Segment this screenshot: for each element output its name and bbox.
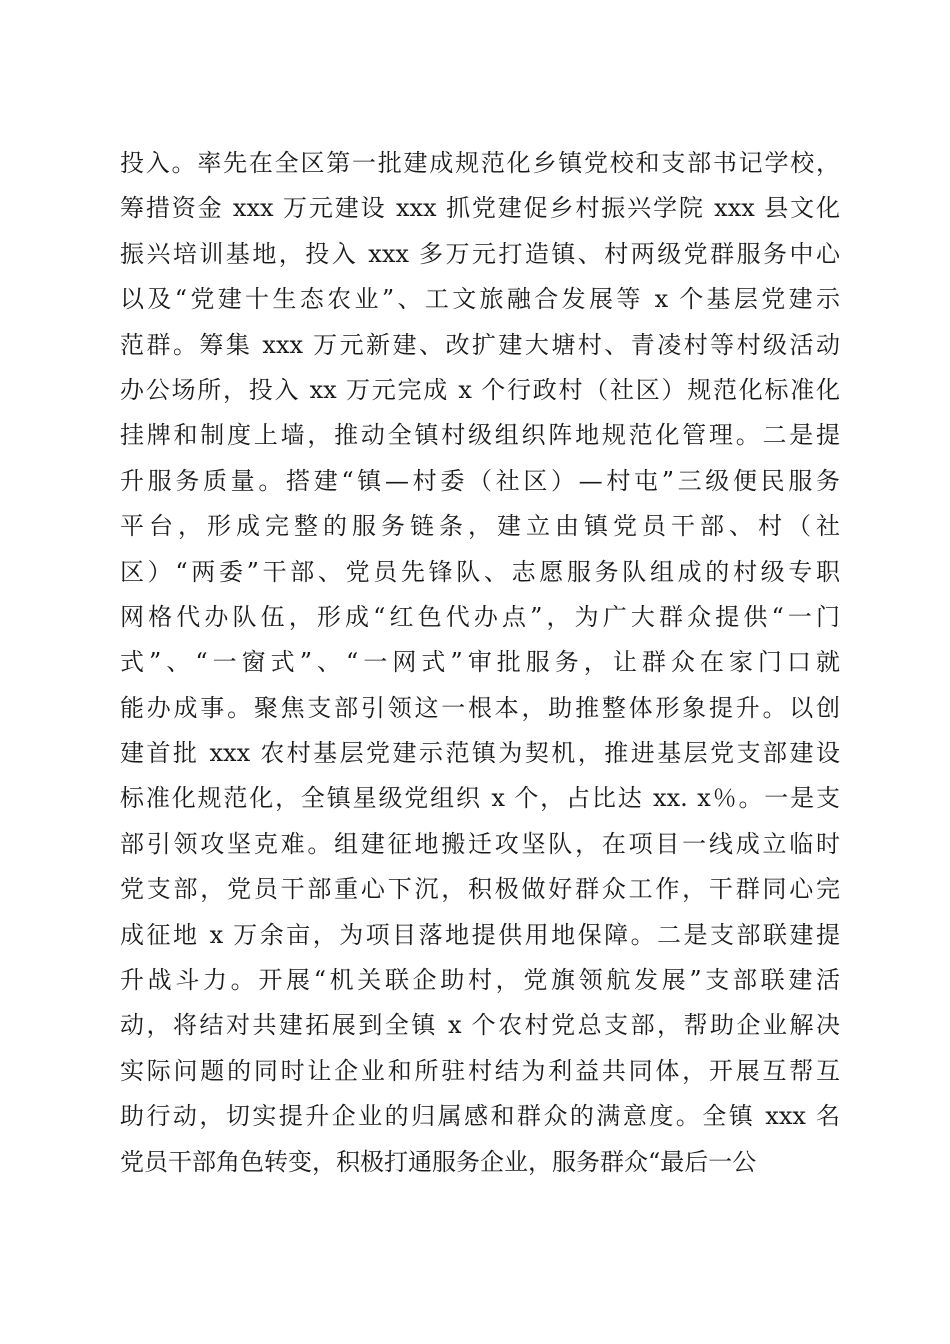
text-line: 党支部，党员干部重心下沉，积极做好群众工作，干群同心完 (120, 875, 840, 904)
text-line: 能办成事。聚焦支部引领这一根本，助推整体形象提升。以创 (120, 693, 840, 722)
text-line: 助行动，切实提升企业的归属感和群众的满意度。全镇 xxx 名 (120, 1102, 840, 1131)
body-paragraph (120, 141, 840, 1185)
text-line: 以及“党建十生态农业”、工文旅融合发展等 x 个基层党建示 (120, 285, 840, 314)
text-line: 网格代办队伍，形成“红色代办点”，为广大群众提供“一门 (120, 602, 840, 631)
text-line: 振兴培训基地，投入 xxx 多万元打造镇、村两级党群服务中心 (120, 239, 840, 268)
text-line: 升服务质量。搭建“镇—村委（社区）—村屯”三级便民服务 (120, 466, 840, 495)
text-line: 挂牌和制度上墙，推动全镇村级组织阵地规范化管理。二是提 (120, 421, 840, 450)
text-line: 投入。率先在全区第一批建成规范化乡镇党校和支部书记学校， (120, 149, 840, 177)
text-line: 范群。筹集 xxx 万元新建、改扩建大塘村、青凌村等村级活动 (120, 330, 840, 359)
text-line: 平台，形成完整的服务链条，建立由镇党员干部、村（社 (120, 512, 840, 541)
text-line: 动，将结对共建拓展到全镇 x 个农村党总支部，帮助企业解决 (120, 1011, 840, 1040)
text-line: 式”、“一窗式”、“一网式”审批服务，让群众在家门口就 (120, 648, 840, 677)
text-line: 标准化规范化，全镇星级党组织 x 个，占比达 xx. x％。一是支 (120, 784, 840, 813)
text-line: 实际问题的同时让企业和所驻村结为利益共同体，开展互帮互 (120, 1056, 840, 1085)
text-line: 部引领攻坚克难。组建征地搬迁攻坚队，在项目一线成立临时 (120, 829, 840, 858)
text-line: 区）“两委”干部、党员先锋队、志愿服务队组成的村级专职 (120, 557, 840, 586)
text-line: 升战斗力。开展“机关联企助村，党旗领航发展”支部联建活 (120, 966, 840, 995)
text-line: 建首批 xxx 农村基层党建示范镇为契机，推进基层党支部建设 (120, 739, 840, 768)
text-line: 筹措资金 xxx 万元建设 xxx 抓党建促乡村振兴学院 xxx 县文化 (120, 194, 840, 223)
text-line: 成征地 x 万余亩，为项目落地提供用地保障。二是支部联建提 (120, 920, 840, 949)
text-line: 办公场所，投入 xx 万元完成 x 个行政村（社区）规范化标准化 (120, 375, 840, 404)
text-line: 党员干部角色转变，积极打通服务企业，服务群众“最后一公 (120, 1147, 757, 1176)
